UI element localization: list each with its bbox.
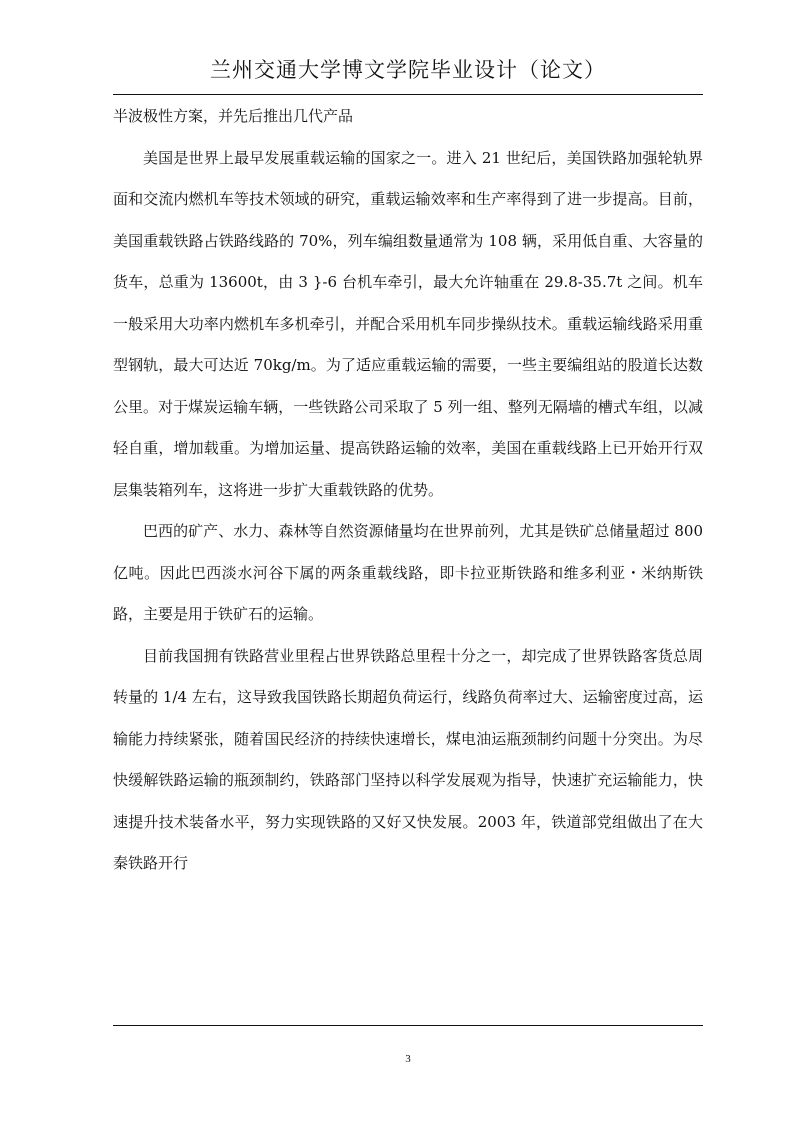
paragraph-brazil-heavy-haul: 巴西的矿产、水力、森林等自然资源储量均在世界前列，尤其是铁矿总储量超过 800 亿吨。因此巴西淡水河谷下属的两条重载线路，即卡拉亚斯铁路和维多利亚・米纳斯铁路，主要是用于铁矿石的运输。	[113, 522, 703, 623]
document-body	[113, 96, 703, 885]
footer-divider	[113, 1025, 703, 1026]
page-number: 3	[405, 1053, 411, 1065]
paragraph-china-railway: 目前我国拥有铁路营业里程占世界铁路总里程十分之一，却完成了世界铁路客货总周转量的 1/4 左右，这导致我国铁路长期超负荷运行，线路负荷率过大、运输密度过高，运输能力持续紧张，随着国民经济的持续快速增长，煤电油运瓶颈制约问题十分突出。为尽快缓解铁路运输的瓶颈制约，铁路部门坚持以科学发展观为指导，快速扩充运输能力，快速提升技术装备水平，努力实现铁路的又好又快发展。2003 年，铁道部党组做出了在大秦铁路开行	[113, 646, 703, 872]
paragraph-usa-heavy-haul: 美国是世界上最早发展重载运输的国家之一。进入 21 世纪后，美国铁路加强轮轨界面和交流内燃机车等技术领域的研究，重载运输效率和生产率得到了进一步提高。目前，美国重载铁路占铁路线路的 70%，列车编组数量通常为 108 辆，采用低自重、大容量的货车，总重为 13600t，由 3 }-6 台机车牵引，最大允许轴重在 29.8-35.7t 之间。机车一般采用大功率内燃机车多机牵引，并配合采用机车同步操纵技术。重载运输线路采用重型钢轨，最大可达近 70kg/m。为了适应重载运输的需要，一些主要编组站的股道长达数公里。对于煤炭运输车辆，一些铁路公司采取了 5 列一组、整列无隔墙的槽式车组，以减轻自重，增加载重。为增加运量、提高铁路运输的效率，美国在重载线路上已开始开行双层集装箱列车，这将进一步扩大重载铁路的优势。	[113, 148, 703, 499]
paragraph-continuation: 半波极性方案，并先后推出几代产品	[113, 107, 354, 125]
header-divider	[113, 94, 703, 95]
page-header-title: 兰州交通大学博文学院毕业设计（论文）	[210, 58, 606, 82]
